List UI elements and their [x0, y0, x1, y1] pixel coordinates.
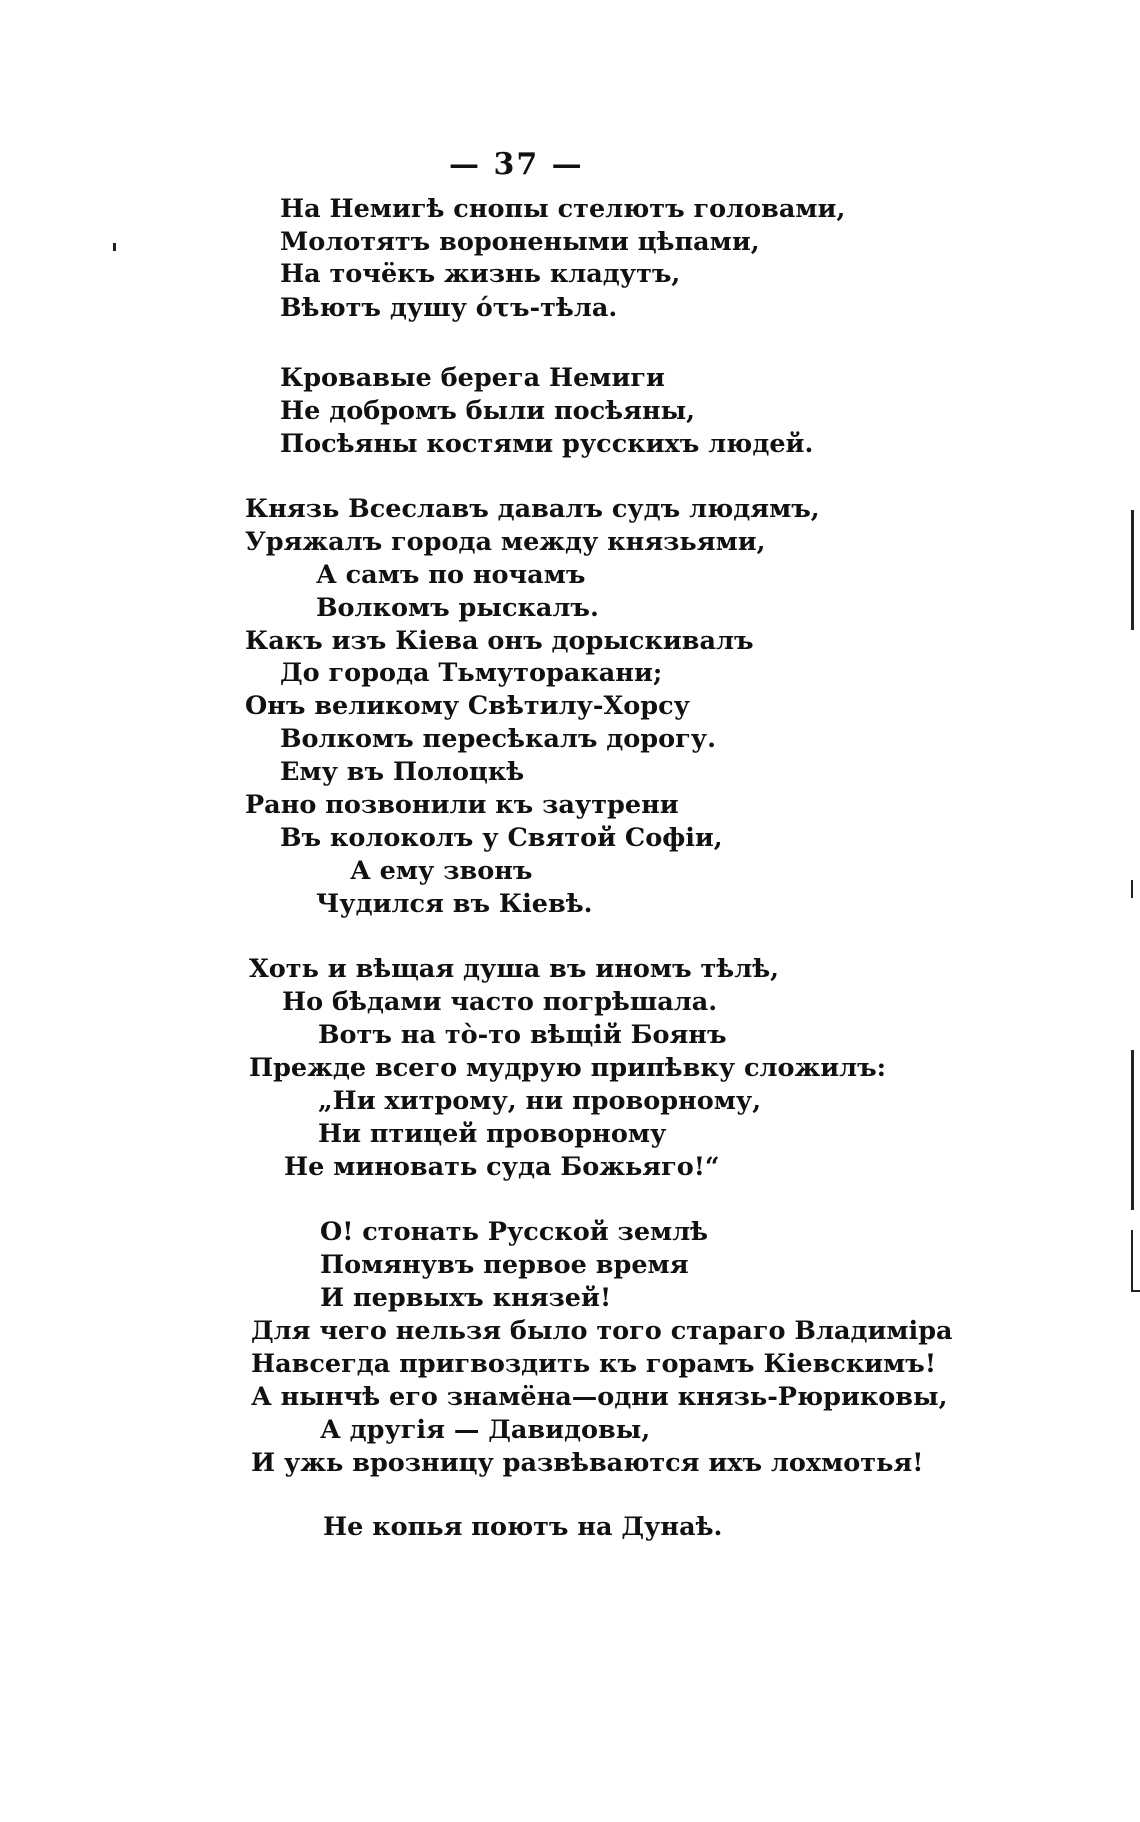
page-number: — 37 —: [449, 147, 584, 182]
poem-line: Посѣяны костями русскихъ людей.: [280, 429, 814, 459]
poem-line: Прежде всего мудрую припѣвку сложилъ:: [249, 1053, 887, 1083]
poem-line: О! стонать Русской землѣ: [320, 1217, 709, 1247]
poem-line: Навсегда пригвоздить къ горамъ Кіевскимъ!: [251, 1349, 937, 1379]
poem-line: И первыхъ князей!: [320, 1283, 612, 1313]
poem-line: Помянувъ первое время: [320, 1250, 689, 1280]
poem-line: Уряжалъ города между князьями,: [245, 527, 766, 557]
poem-line: Но бѣдами часто погрѣшала.: [282, 987, 718, 1017]
poem-line: А ему звонъ: [350, 856, 533, 886]
scan-margin-line: [1131, 1290, 1140, 1292]
poem-line: И ужь врозницу развѣваются ихъ лохмотья!: [251, 1448, 924, 1478]
poem-line: Не добромъ были посѣяны,: [280, 396, 696, 426]
poem-line: На Немигѣ снопы стелютъ головами,: [280, 194, 846, 224]
poem-line: Въ колоколъ у Святой Софіи,: [280, 823, 723, 853]
poem-line: Волкомъ пересѣкалъ дорогу.: [280, 724, 716, 754]
scan-margin-line: [1131, 1230, 1133, 1290]
poem-line: До города Тьмуторакани;: [280, 658, 663, 688]
poem-line: Не миновать суда Божьяго!“: [284, 1152, 720, 1182]
scan-margin-line: [1131, 880, 1133, 898]
poem-line: Ни птицей проворному: [318, 1119, 667, 1149]
poem-line: А самъ по ночамъ: [316, 560, 586, 590]
poem-line: Хоть и вѣщая душа въ иномъ тѣлѣ,: [249, 954, 780, 984]
poem-line: А другія — Давидовы,: [320, 1415, 651, 1445]
poem-line: Ему въ Полоцкѣ: [280, 757, 525, 787]
scan-margin-line: [1131, 510, 1134, 630]
poem-line: Чудился въ Кіевѣ.: [316, 889, 593, 919]
poem-line: Рано позвонили къ заутрени: [245, 790, 679, 820]
poem-line: Не копья поютъ на Дунаѣ.: [323, 1512, 723, 1542]
poem-line: Онъ великому Свѣтилу-Хорсу: [245, 691, 690, 721]
poem-line: Молотятъ воронеными цѣпами,: [280, 227, 760, 257]
poem-line: Вотъ на тò-то вѣщій Боянъ: [318, 1020, 727, 1050]
scan-margin-line: [1131, 1050, 1134, 1210]
poem-line: Для чего нельзя было того стараго Владиміра: [251, 1316, 953, 1346]
poem-line: Кровавые берега Немиги: [280, 363, 665, 393]
poem-line: Какъ изъ Кіева онъ дорыскивалъ: [245, 626, 754, 656]
poem-line: „Ни хитрому, ни проворному,: [318, 1086, 762, 1116]
poem-line: А нынчѣ его знамёна—одни князь-Рюриковы,: [251, 1382, 948, 1412]
poem-line: Вѣютъ душу ότъ-тѣла.: [280, 293, 618, 323]
poem-line: Волкомъ рыскалъ.: [316, 593, 599, 623]
poem-line: На точёкъ жизнь кладутъ,: [280, 259, 681, 289]
poem-line: Князь Всеславъ давалъ судъ людямъ,: [245, 494, 820, 524]
scan-speck: [113, 243, 116, 251]
